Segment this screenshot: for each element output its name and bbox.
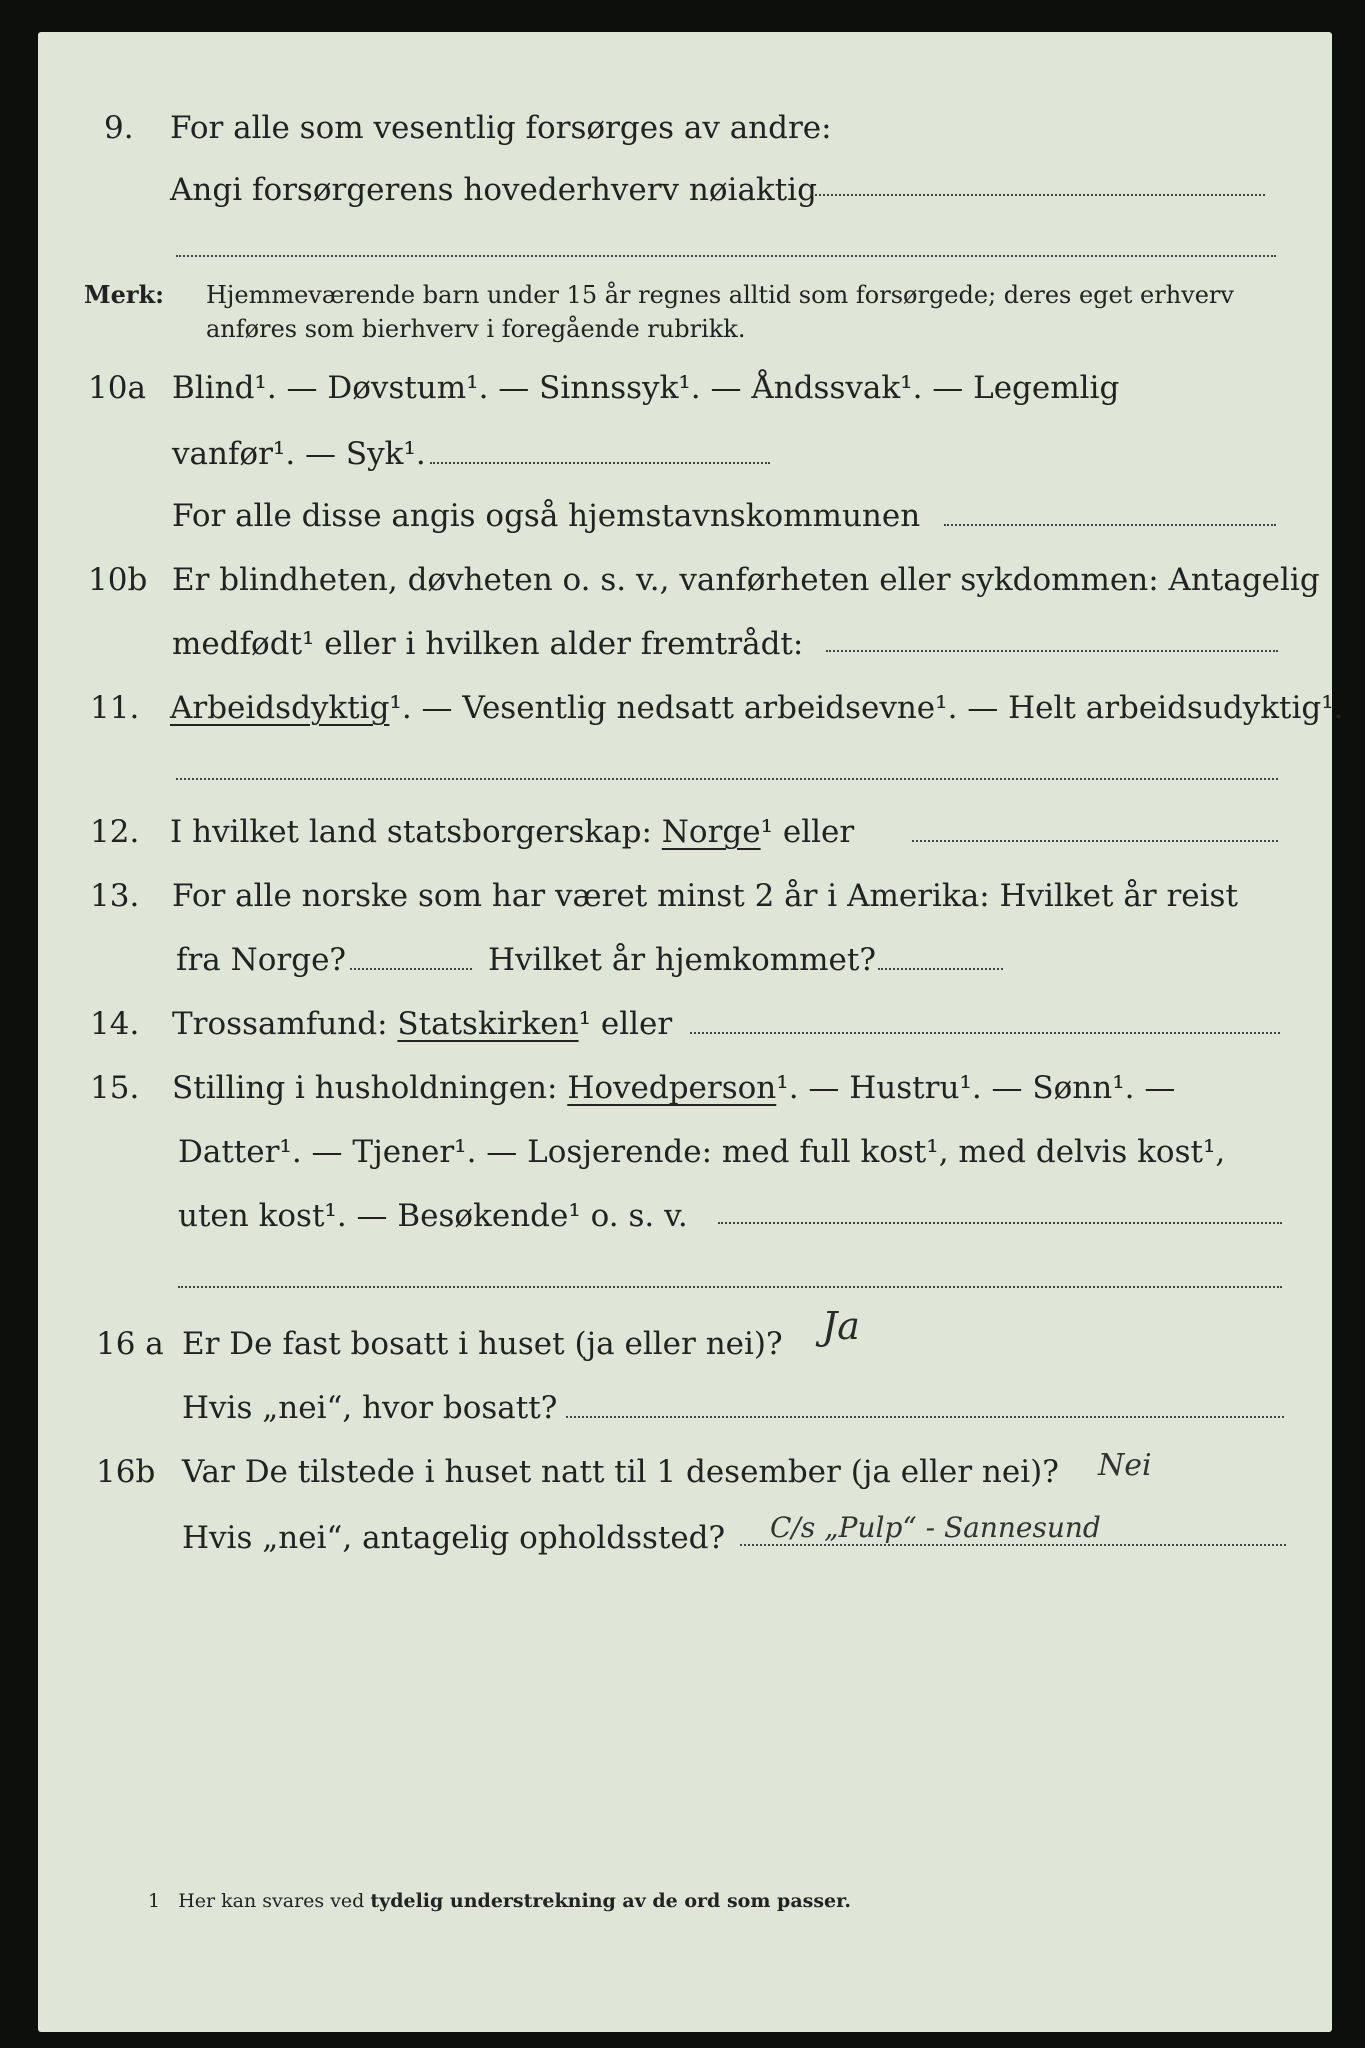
q9-number: 9.	[104, 110, 134, 146]
q11-number: 11.	[90, 690, 140, 726]
q16a-question: Er De fast bosatt i huset (ja eller nei)?	[182, 1326, 783, 1362]
q10a-question: Blind¹. — Døvstum¹. — Sinnssyk¹. — Åndssvak¹. — Legemlig	[172, 370, 1120, 406]
q10b-number: 10b	[88, 562, 148, 598]
q16a-number: 16 a	[96, 1326, 164, 1362]
q15-answer-line-2[interactable]	[178, 1286, 1282, 1288]
q12-answer-line[interactable]	[912, 840, 1278, 842]
q16b-handwritten-answer[interactable]: Nei	[1098, 1448, 1152, 1483]
q10a-number: 10a	[88, 370, 146, 406]
q9-question-line2: Angi forsørgerens hovederhverv nøiaktig	[170, 172, 817, 208]
q16b-handwritten-location[interactable]: C/s „Pulp“ - Sannesund	[770, 1511, 1101, 1544]
q9-answer-line-2[interactable]	[176, 255, 1276, 257]
footnote-mark: 1	[148, 1890, 161, 1912]
q11-selected-option[interactable]: Arbeidsdyktig	[170, 690, 390, 726]
q13-left-answer-line[interactable]	[350, 968, 472, 970]
q9-question: For alle som vesentlig forsørges av andre:	[170, 110, 832, 146]
q10b-answer-line[interactable]	[826, 650, 1278, 652]
q13-left-label: fra Norge?	[176, 942, 347, 978]
q11-answer-line[interactable]	[176, 778, 1278, 780]
q15-question	[172, 1068, 1175, 1108]
q15-label: Stilling i husholdningen:	[172, 1070, 568, 1106]
q13-number: 13.	[90, 878, 140, 914]
q14-label: Trossamfund:	[172, 1006, 398, 1042]
q16b-question-line2: Hvis „nei“, antagelig opholdssted?	[182, 1520, 726, 1556]
q14-post: ¹ eller	[578, 1006, 673, 1042]
q12-number: 12.	[90, 814, 140, 850]
q15-number: 15.	[90, 1070, 140, 1106]
q16a-question-line2: Hvis „nei“, hvor bosatt?	[182, 1390, 558, 1426]
q11-options: ¹. — Vesentlig nedsatt arbeidsevne¹. — Helt arbeidsudyktig¹.	[389, 690, 1344, 726]
q14-answer-line[interactable]	[690, 1032, 1280, 1034]
q16b-number: 16b	[96, 1454, 156, 1490]
q10a-question-line2: vanfør¹. — Syk¹.	[172, 436, 426, 472]
q15-selected-option[interactable]: Hovedperson	[567, 1070, 777, 1106]
q12-label: I hvilket land statsborgerskap:	[170, 814, 662, 850]
note-label: Merk:	[84, 280, 164, 309]
q15-answer-line[interactable]	[718, 1222, 1282, 1224]
q13-return-label: Hvilket år hjemkommet?	[488, 942, 876, 978]
q10a-hometown-line[interactable]	[944, 524, 1276, 526]
q16b-question: Var De tilstede i huset natt til 1 desember (ja eller nei)?	[182, 1454, 1059, 1490]
q10a-question-line3: For alle disse angis også hjemstavnskommunen	[172, 498, 921, 534]
q9-answer-line[interactable]	[810, 194, 1265, 196]
note-text-line2: anføres som bierhverv i foregående rubrikk.	[206, 315, 746, 343]
q15-question-line2: Datter¹. — Tjener¹. — Losjerende: med full kost¹, med delvis kost¹,	[178, 1134, 1226, 1170]
q16a-handwritten-answer[interactable]: Ja	[822, 1304, 860, 1348]
q14-number: 14.	[90, 1006, 140, 1042]
footnote-text: Her kan svares ved	[178, 1890, 371, 1912]
q14-question	[172, 1004, 672, 1044]
footnote	[148, 1890, 851, 1912]
footnote-bold-text: tydelig understrekning av de ord som passer.	[370, 1890, 851, 1912]
q10a-answer-line[interactable]	[430, 462, 770, 464]
q10b-question: Er blindheten, døvheten o. s. v., vanførheten eller sykdommen: Antagelig	[172, 562, 1320, 598]
q12-post: ¹ eller	[760, 814, 855, 850]
note-text-line1: Hjemmeværende barn under 15 år regnes alltid som forsørgede; deres eget erhverv	[206, 281, 1234, 309]
q15-options: ¹. — Hustru¹. — Sønn¹. —	[776, 1070, 1176, 1106]
q12-question	[170, 812, 854, 852]
q15-question-line3: uten kost¹. — Besøkende¹ o. s. v.	[178, 1198, 688, 1234]
q13-question: For alle norske som har været minst 2 år i Amerika: Hvilket år reist	[172, 878, 1238, 914]
q11-question	[170, 688, 1344, 728]
q12-selected-option[interactable]: Norge	[661, 814, 761, 850]
q14-selected-option[interactable]: Statskirken	[397, 1006, 579, 1042]
q16a-answer-line[interactable]	[566, 1416, 1284, 1418]
q13-return-answer-line[interactable]	[878, 968, 1003, 970]
q10b-question-line2: medfødt¹ eller i hvilken alder fremtrådt:	[172, 626, 804, 662]
